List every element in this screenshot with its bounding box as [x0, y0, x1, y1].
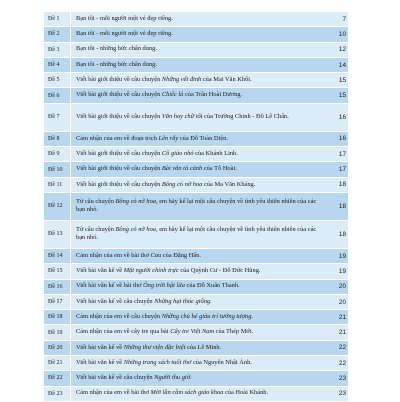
toc-title-text: Viết bài giới thiệu về câu chuyện: [76, 91, 162, 99]
toc-page-number: 18: [338, 181, 346, 189]
toc-page-number: 7: [342, 15, 346, 23]
toc-title-italic: Chiếc lá: [161, 91, 184, 99]
toc-number: Đề 4: [44, 58, 71, 72]
toc-row[interactable]: [44, 178, 348, 193]
toc-number: Đề 1: [44, 12, 71, 26]
toc-title-text: , em hãy kể lại một câu chuyện về tình yêu thiên nhiên của các bạn nhỏ.: [76, 225, 317, 242]
toc-title-italic: Những trang sách tuổi thơ: [123, 358, 192, 366]
toc-number: Đề 20: [44, 341, 71, 355]
toc-title-text: của Trường Chinh - Đỗ Lê Chẩn.: [202, 112, 289, 120]
toc-title-italic: Bài văn tả cảnh: [161, 165, 203, 173]
toc-title-italic: Mặt người chính trực: [123, 267, 179, 275]
toc-title-text: Bạn tôi - mỗi người một vẻ đẹp riêng.: [76, 14, 173, 22]
toc-title: [71, 389, 328, 398]
toc-page-number: 17: [338, 150, 346, 158]
toc-number: Đề 22: [44, 371, 71, 385]
toc-title-text: Từ câu chuyện: [76, 197, 116, 205]
toc-page-number: 15: [338, 92, 346, 100]
toc-title: [71, 45, 328, 54]
toc-title-italic: Lên rẫy: [158, 134, 179, 142]
toc-row[interactable]: [44, 221, 348, 249]
toc-title-text: của Lê Minh.: [185, 343, 222, 351]
toc-number: Đề 18: [44, 310, 71, 324]
table-of-contents: [44, 12, 348, 402]
toc-row[interactable]: [44, 341, 348, 356]
toc-number: Đề 21: [44, 356, 71, 370]
toc-title: [71, 267, 328, 276]
toc-page-number: 23: [338, 390, 346, 398]
toc-page-number: 22: [338, 359, 346, 367]
toc-number: Đề 15: [44, 264, 71, 278]
toc-number: Đề 11: [44, 178, 71, 192]
toc-title-text: Viết bài văn kể về: [76, 358, 124, 366]
toc-page-number: 20: [338, 283, 346, 291]
toc-row[interactable]: [44, 280, 348, 295]
toc-page-number: 19: [338, 252, 346, 260]
toc-title-text: của Quỳnh Cư - Đỗ Đức Hùng.: [178, 267, 261, 275]
toc-title-italic: Cau: [150, 251, 162, 259]
toc-title-text: Cảm nhận của em về câu chuyện: [76, 313, 162, 320]
toc-number: Đề 9: [44, 147, 71, 161]
toc-title: [71, 15, 328, 24]
toc-title-italic: Bông cỏ nở hoa: [115, 197, 156, 205]
toc-title: [71, 282, 328, 291]
toc-page-number: 10: [338, 30, 346, 38]
toc-row[interactable]: [44, 264, 348, 279]
toc-title-text: của Tô Hoài.: [202, 165, 237, 173]
toc-title: [71, 374, 328, 383]
toc-page-number: 22: [338, 344, 346, 352]
toc-title-text: Cảm nhận của em về bài thơ: [76, 389, 151, 397]
toc-row[interactable]: [44, 88, 348, 103]
toc-title-text: của Mai Văn Khôi.: [201, 76, 252, 84]
toc-row[interactable]: [44, 310, 348, 325]
toc-title-text: Viết bài văn kể về bài thơ: [76, 282, 144, 290]
toc-title: [71, 76, 328, 85]
toc-title-text: của Đặng Hấn.: [161, 251, 201, 259]
toc-page-number: 21: [338, 313, 346, 321]
toc-title: [71, 150, 328, 159]
toc-title-italic: Mời lần cầm sách giáo khoa: [150, 389, 224, 397]
toc-page-number: 21: [338, 329, 346, 337]
toc-row[interactable]: [44, 27, 348, 42]
toc-title: [71, 61, 328, 70]
toc-page-number: 16: [338, 135, 346, 143]
toc-title-italic: Người thu giờ.: [154, 374, 192, 382]
toc-title-text: của Trần Hoài Dương.: [183, 91, 243, 99]
toc-page-number: 18: [338, 230, 346, 238]
toc-title-text: Bạn tôi - mỗi người một vẻ đẹp riêng.: [76, 30, 173, 38]
toc-title-italic: Những vết đinh: [161, 76, 202, 84]
toc-title: [71, 344, 328, 353]
toc-title-text: của Hoài Khánh.: [223, 389, 269, 397]
toc-number: Đề 12: [44, 193, 71, 220]
toc-title-text: Viết bài giới thiệu về câu chuyện: [76, 180, 162, 188]
toc-row[interactable]: [44, 73, 348, 88]
toc-title-text: Viết bài giới thiệu về câu chuyện: [76, 76, 162, 84]
toc-row[interactable]: [44, 58, 348, 73]
toc-number: Đề 5: [44, 73, 71, 87]
toc-row[interactable]: [44, 147, 348, 162]
toc-row[interactable]: [44, 104, 348, 132]
toc-title-italic: Những hạt thóc giống.: [154, 297, 212, 305]
toc-row[interactable]: [44, 43, 348, 58]
toc-number: Đề 16: [44, 280, 71, 294]
toc-title: [71, 359, 328, 368]
toc-title-text: Cảm nhận của em về cây tre qua bài: [76, 328, 171, 336]
toc-number: Đề 23: [44, 387, 71, 401]
toc-row[interactable]: [44, 249, 348, 264]
toc-title-italic: Cô giáo nhỏ: [161, 149, 194, 157]
toc-title: [71, 328, 328, 337]
toc-title-text: của Đỗ Xuân Thanh.: [184, 282, 240, 290]
toc-title-text: Viết bài giới thiệu về câu chuyện: [76, 165, 162, 173]
toc-row[interactable]: [44, 162, 348, 177]
toc-title: [71, 313, 328, 322]
toc-page-number: 14: [338, 61, 346, 69]
toc-number: Đề 10: [44, 162, 71, 176]
toc-title-text: Viết bài giới thiệu về câu chuyện: [76, 149, 162, 157]
toc-title-text: Từ câu chuyện: [76, 225, 116, 233]
toc-page-number: 17: [338, 166, 346, 174]
toc-number: Đề 2: [44, 27, 71, 41]
toc-title-text: Viết bài văn kể về câu chuyện: [76, 374, 155, 382]
toc-title-text: của Thép Mới.: [214, 328, 254, 336]
toc-title-text: của Đỗ Toàn Diện.: [178, 134, 228, 142]
toc-page-number: 18: [338, 202, 346, 210]
toc-title-italic: Cây tre Việt Nam: [170, 328, 215, 336]
toc-row[interactable]: [44, 193, 348, 221]
toc-title: [71, 113, 328, 122]
toc-page-number: 23: [338, 374, 346, 382]
toc-number: Đề 13: [44, 221, 71, 248]
toc-title-italic: Văn hay chữ tốt: [161, 112, 203, 120]
toc-page-number: 12: [338, 46, 346, 54]
toc-title-text: của Nguyễn Nhật Ánh.: [191, 358, 252, 366]
toc-title: [71, 198, 328, 215]
toc-title-text: Bạn tôi - những bức chân dung.: [76, 60, 157, 68]
toc-title-text: , em hãy kể lại một câu chuyện về tình yêu thiên nhiên của các bạn nhỏ.: [76, 197, 317, 214]
toc-title-text: Cảm nhận của em về bài thơ: [76, 251, 151, 259]
toc-title-text: Viết bài giới thiệu về câu chuyện: [76, 112, 162, 120]
toc-title-italic: Bông cỏ nở hoa: [161, 180, 203, 188]
toc-title: [71, 135, 328, 144]
toc-title-text: Bạn tôi - những bức chân dung.: [76, 45, 157, 53]
toc-page-number: 20: [338, 298, 346, 306]
toc-number: Đề 7: [44, 104, 71, 131]
toc-page-number: 19: [338, 267, 346, 275]
toc-title: [71, 91, 328, 100]
toc-number: Đề 17: [44, 295, 71, 309]
toc-title: [71, 30, 328, 39]
toc-title-text: của Ma Văn Kháng.: [202, 180, 256, 188]
toc-title-text: của Khánh Linh.: [193, 149, 238, 157]
toc-row[interactable]: [44, 356, 348, 371]
toc-title-text: Viết bài văn kể về: [76, 343, 124, 351]
toc-number: Đề 3: [44, 43, 71, 57]
toc-row[interactable]: [44, 325, 348, 340]
toc-title-text: Viết bài văn kể về câu chuyện: [76, 297, 155, 305]
toc-title-italic: Bông cỏ nở hoa: [115, 225, 156, 233]
toc-title: [71, 252, 328, 261]
toc-row[interactable]: [44, 295, 348, 310]
toc-title-text: Viết bài văn kể về: [76, 267, 124, 275]
toc-title: [71, 298, 328, 307]
toc-row[interactable]: [44, 132, 348, 147]
toc-title-text: Cảm nhận của em về đoạn trích: [76, 134, 159, 142]
toc-number: Đề 6: [44, 88, 71, 102]
toc-row[interactable]: [44, 12, 348, 27]
toc-title: [71, 226, 328, 243]
toc-number: Đề 14: [44, 249, 71, 263]
toc-title-italic: Những thư viện đặc biệt: [123, 343, 186, 351]
toc-row[interactable]: [44, 371, 348, 386]
toc-title: [71, 165, 328, 174]
toc-number: Đề 8: [44, 132, 71, 146]
toc-title-italic: Ông trời bật lửa: [143, 282, 185, 290]
toc-page-number: 15: [338, 76, 346, 84]
toc-number: Đề 19: [44, 325, 71, 339]
toc-title: [71, 181, 328, 190]
toc-page-number: 16: [338, 113, 346, 121]
toc-title-italic: Những chú bé giàu trí tưởng tượng.: [161, 313, 254, 320]
